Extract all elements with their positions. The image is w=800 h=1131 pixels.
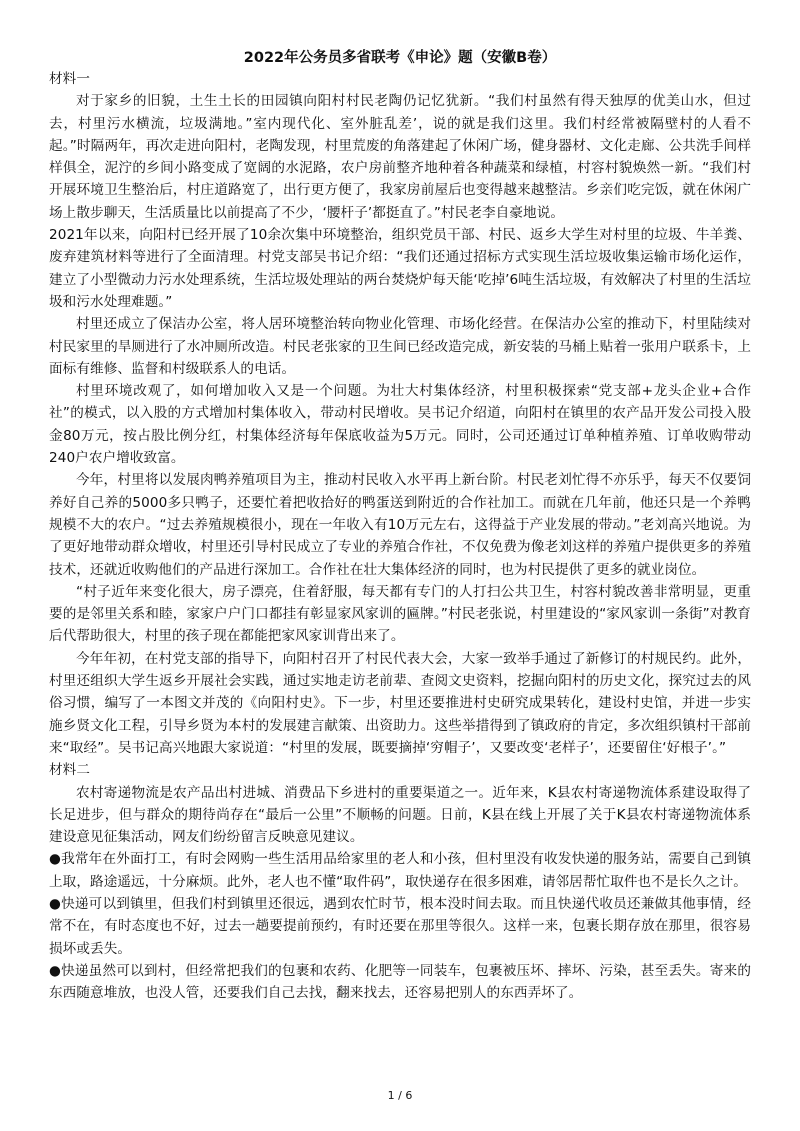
- page-number: 1 / 6: [387, 1089, 413, 1102]
- paragraph: 农村寄递物流是农产品出村进城、消费品下乡进村的重要渠道之一。近年来，K县农村寄递物流体系建设取得了长足进步，但与群众的期待尚存在“最后一公里”不顺畅的问题。日前，K县在线上开展了关于K县农村寄递物流体系建设意见征集活动，网友们纷纷留言反映意见建议。: [49, 784, 751, 846]
- section-heading-2: 材料二: [49, 762, 91, 779]
- paragraph: 村里环境改观了，如何增加收入又是一个问题。为壮大村集体经济，村里积极探索“党支部+龙头企业+合作社”的模式，以入股的方式增加村集体收入，带动村民增收。吴书记介绍道，向阳村在镇里的农产品开发公司投入股金80万元，按占股比例分红，村集体经济每年保底收益为5万元。同时，公司还通过订单种植养殖、订单收购带动240户农户增收致富。: [49, 383, 751, 467]
- document-body: [49, 68, 751, 1004]
- paragraph: 对于家乡的旧貌，土生土长的田园镇向阳村村民老陶仍记忆犹新。“我们村虽然有得天独厚的优美山水，但过去，村里污水横流，垃圾满地。”室内现代化、室外脏乱差’，说的就是我们这里。我们村经常被隔壁村的人看不起。”时隔两年，再次走进向阳村，老陶发现，村里荒废的角落建起了休闲广场，健身器材、文化走廊、公共洗手间样样俱全，泥泞的乡间小路变成了宽阔的水泥路，农户房前整齐地种着各种蔬菜和绿植，村容村貌焕然一新。“我们村开展环境卫生整治后，村庄道路宽了，出行更方便了，我家房前屋后也变得越来越整洁。乡亲们吃完饭，就在休闲广场上散步聊天，生活质量比以前提高了不少，‘腰杆子’都挺直了。”村民老李自豪地说。: [49, 93, 751, 221]
- comment-item: ●我常年在外面打工，有时会网购一些生活用品给家里的老人和小孩，但村里没有收发快递的服务站，需要自己到镇上取，路途遥远，十分麻烦。此外，老人也不懂“取件码”，取快递存在很多困难，请邻居帮忙取件也不是长久之计。: [49, 851, 751, 890]
- document-title: 2022年公务员多省联考《申论》题（安徽B卷）: [243, 50, 557, 66]
- paragraph: 今年年初，在村党支部的指导下，向阳村召开了村民代表大会，大家一致举手通过了新修订的村规民约。此外，村里还组织大学生返乡开展社会实践，通过实地走访老前辈、查阅文史资料，挖掘向阳村的历史文化，探究过去的风俗习惯，编写了一本图文并茂的《向阳村史》。下一步，村里还要推进村史研究成果转化，建设村史馆，并进一步实施乡贤文化工程，引导乡贤为本村的发展建言献策、出资助力。这些举措得到了镇政府的肯定，多次组织镇村干部前来“取经”。吴书记高兴地跟大家说道：“村里的发展，既要摘掉‘穷帽子’，又要改变‘老样子’，还要留住‘好根子’。”: [49, 650, 751, 756]
- comment-item: ●快递虽然可以到村，但经常把我们的包裹和农药、化肥等一同装车，包裹被压坏、摔坏、污染，甚至丢失。寄来的东西随意堆放，也没人管，还要我们自己去找，翻来找去，还容易把别人的东西弄坏了。: [49, 962, 751, 1002]
- comment-item: ●快递可以到镇里，但我们村到镇里还很远，遇到农忙时节，根本没时间去取。而且快递代收员还兼做其他事情，经常不在，有时态度也不好，过去一趟要提前预约，有时还要在那里等很久。这样一来，包裹长期存放在那里，很容易损坏或丢失。: [49, 895, 751, 957]
- paragraph: 今年，村里将以发展肉鸭养殖项目为主，推动村民收入水平再上新台阶。村民老刘忙得不亦乐乎，每天不仅要饲养好自己养的5000多只鸭子，还要忙着把收拾好的鸭蛋送到附近的合作社加工。而就在几年前，他还只是一个养鸭规模不大的农户。“过去养殖规模很小，现在一年收入有10万元左右，这得益于产业发展的带动。”老刘高兴地说。为了更好地带动群众增收，村里还引导村民成立了专业的养殖合作社，不仅免费为像老刘这样的养殖户提供更多的养殖技术，还就近收购他们的产品进行深加工。合作社在壮大集体经济的同时，也为村民提供了更多的就业岗位。: [49, 472, 751, 578]
- paragraph: 2021年以来，向阳村已经开展了10余次集中环境整治，组织党员干部、村民、返乡大学生对村里的垃圾、牛羊粪、废弃建筑材料等进行了全面清理。村党支部吴书记介绍：“我们还通过招标方式实现生活垃圾收集运输市场化运作，建立了小型微动力污水处理系统，生活垃圾处理站的两台焚烧炉每天能‘吃掉’6吨生活垃圾，有效解决了村里的生活垃圾和污水处理难题。”: [49, 227, 751, 310]
- paragraph: “村子近年来变化很大，房子漂亮，住着舒服，每天都有专门的人打扫公共卫生，村容村貌改善非常明显，更重要的是邻里关系和睦，家家户户门口都挂有彰显家风家训的匾牌。”村民老张说，村里建设的“家风家训一条街”对教育后代帮助很大，村里的孩子现在都能把家风家训背出来了。: [49, 583, 751, 645]
- section-heading-1: 材料一: [49, 71, 91, 87]
- paragraph: 村里还成立了保洁办公室，将人居环境整治转向物业化管理、市场化经营。在保洁办公室的推动下，村里陆续对村民家里的旱厕进行了水冲厕所改造。村民老张家的卫生间已经改造完成，新安装的马桶上贴着一张用户联系卡，上面标有维修、监督和村级联系人的电话。: [49, 316, 751, 377]
